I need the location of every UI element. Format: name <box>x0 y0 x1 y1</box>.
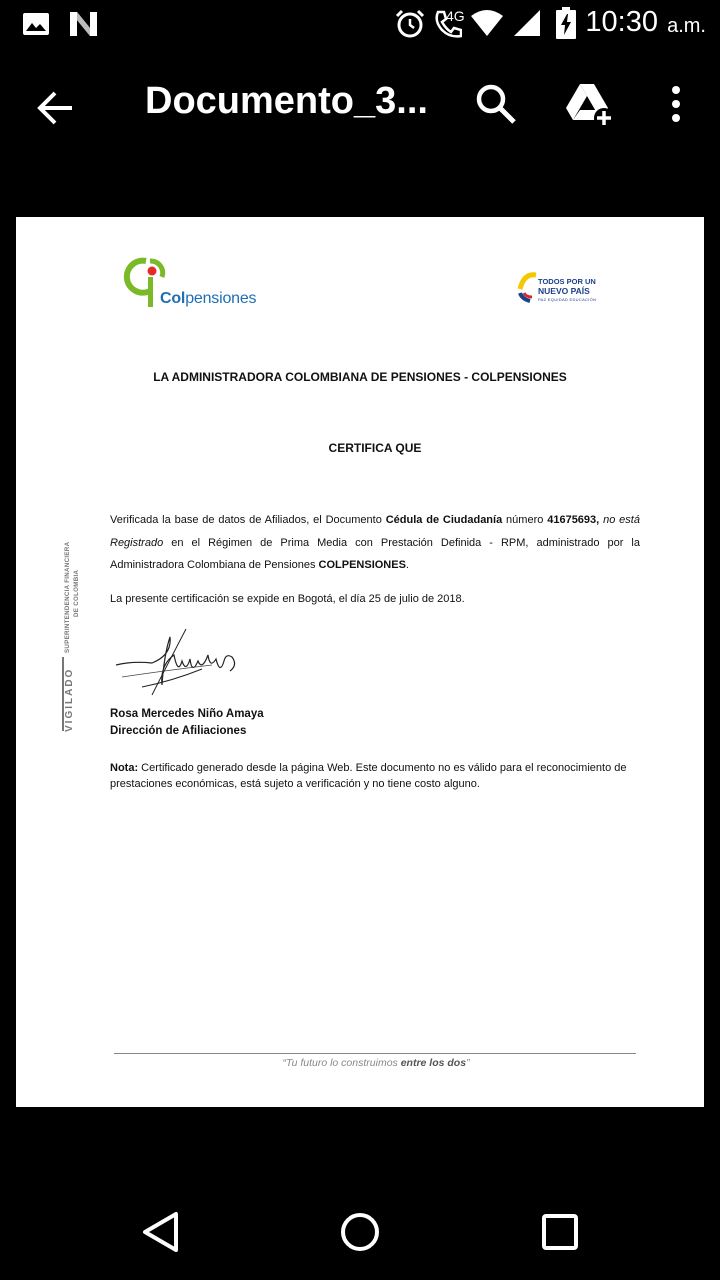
more-vert-icon[interactable] <box>660 78 692 130</box>
search-icon[interactable] <box>470 78 522 130</box>
superintendencia-label-2: DE COLOMBIA <box>73 569 80 617</box>
app-toolbar <box>0 48 720 160</box>
n-logo-icon <box>68 10 100 38</box>
certifica-heading: CERTIFICA QUE <box>328 441 422 455</box>
back-arrow-icon[interactable] <box>30 82 82 134</box>
colpensiones-logo-text: Colpensiones <box>160 290 257 307</box>
alarm-icon <box>394 8 426 40</box>
certification-paragraph: Verificada la base de datos de Afiliados, el Documento Cédula de Ciudadanía número 41675693, no está Registrado en el Régimen de Prima Media con Prestación Definida - RPM, administrado por la Administradora Colombiana de Pensiones COLPENSIONES. <box>110 514 640 571</box>
network-type-label: 4G <box>446 8 465 24</box>
wifi-icon <box>470 10 504 38</box>
status-bar <box>0 0 720 48</box>
vigilado-stamp: VIGILADO <box>64 667 75 732</box>
clock-time: 10:30 <box>585 6 658 38</box>
gov-logo-line3: PAZ EQUIDAD EDUCACIÓN <box>538 297 597 302</box>
handwritten-signature <box>112 625 252 705</box>
footer-slogan: “Tu futuro lo construimos entre los dos” <box>282 1057 470 1069</box>
signal-icon <box>512 8 542 38</box>
footer-divider <box>114 1053 636 1054</box>
gov-logo-line1: TODOS POR UN <box>538 277 596 286</box>
signer-name: Rosa Mercedes Niño Amaya <box>110 708 264 720</box>
signer-department: Dirección de Afiliaciones <box>110 725 247 737</box>
nav-home-icon[interactable] <box>338 1210 382 1254</box>
navigation-bar <box>0 1184 720 1280</box>
battery-charging-icon <box>555 6 577 40</box>
document-page[interactable] <box>16 217 704 1107</box>
superintendencia-label-1: SUPERINTENDENCIA FINANCIERA <box>64 541 71 653</box>
document-note: Nota: Certificado generado desde la página Web. Este documento no es válido para el reconocimiento de prestaciones económicas, está sujeto a verificación y no tiene costo alguno. <box>110 762 627 790</box>
image-icon <box>22 12 50 36</box>
drive-add-icon[interactable] <box>562 78 618 130</box>
document-title: Documento_3... <box>145 80 428 122</box>
clock-ampm: a.m. <box>667 15 706 37</box>
issue-date-line: La presente certificación se expide en Bogotá, el día 25 de julio de 2018. <box>110 593 465 605</box>
gov-logo-line2: NUEVO PAÍS <box>538 286 590 296</box>
document-heading: LA ADMINISTRADORA COLOMBIANA DE PENSIONES - COLPENSIONES <box>153 370 567 384</box>
nav-back-icon[interactable] <box>140 1210 182 1254</box>
nav-recents-icon[interactable] <box>540 1212 580 1252</box>
